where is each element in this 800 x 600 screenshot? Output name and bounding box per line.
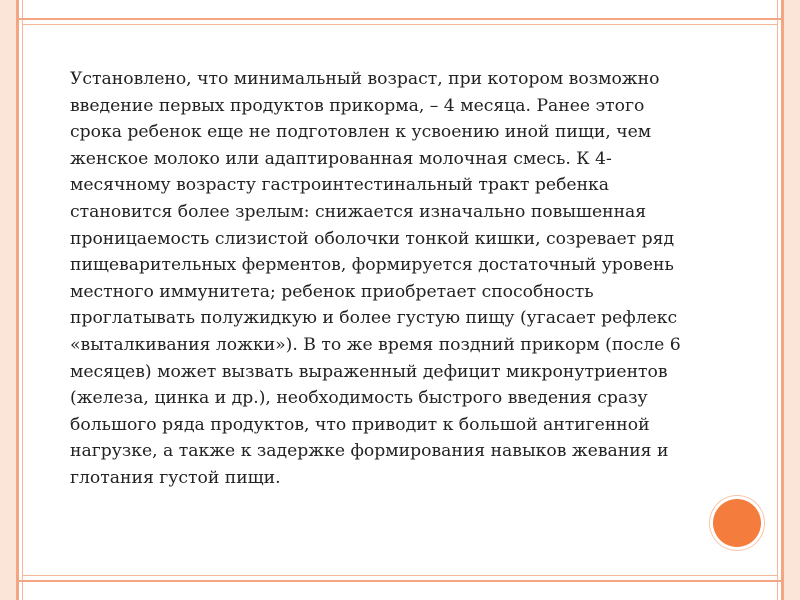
decorative-circle-icon xyxy=(713,499,761,547)
frame-top-line xyxy=(16,18,784,20)
frame-bottom-inner-line xyxy=(22,575,778,576)
slide-body-text: Установлено, что минимальный возраст, при котором возможно введение первых продуктов прикорма, – 4 месяца. Ранее этого срока ребенок еще не подготовлен к усвоению иной пищи, чем женское молоко или адаптированная молочная смесь. К 4- месячному возрасту гастроинтестинальный тракт ребенка становится более зрелым: снижается изначально повышенная проницаемость слизистой оболочки тонкой кишки, созревает ряд пищеварительных ферментов, формируется достаточный уровень местного иммунитета; ребенок приобретает способность проглатывать полужидкую и более густую пищу (угасает рефлекс «выталкивания ложки»). В то же время поздний прикорм (после 6 месяцев) может вызвать выраженный дефицит микронутриентов (железа, цинка и др.), необходимость быстрого введения сразу большого ряда продуктов, что приводит к большой антигенной нагрузке, а также к задержке формирования навыков жевания и глотания густой пищи. xyxy=(70,69,681,488)
frame-top-inner-line xyxy=(22,24,778,25)
frame-right-band xyxy=(784,0,800,600)
frame-left-band xyxy=(0,0,16,600)
frame-bottom-line xyxy=(16,580,784,582)
frame-right-inner-line xyxy=(777,0,778,600)
frame-left-line xyxy=(16,0,19,600)
frame-right-line xyxy=(781,0,784,600)
frame-left-inner-line xyxy=(22,0,23,600)
